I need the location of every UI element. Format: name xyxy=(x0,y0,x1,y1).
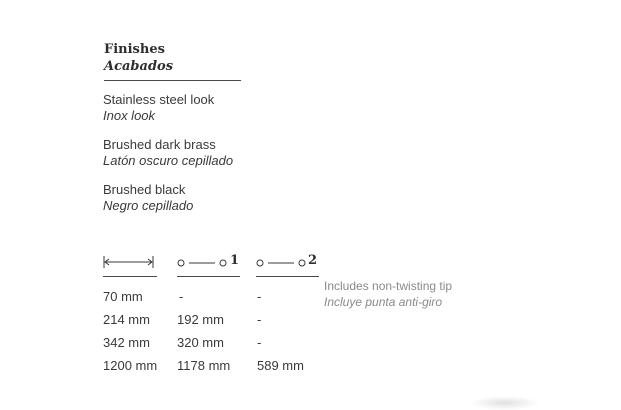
table-cell: 214 mm xyxy=(103,312,150,327)
finish-item-es: Negro cepillado xyxy=(103,198,194,213)
table-cell: - xyxy=(257,312,262,327)
product-shadow xyxy=(470,396,540,410)
table-cell: 342 mm xyxy=(103,335,150,350)
table-cell: 320 mm xyxy=(177,335,224,350)
length-arrow-icon xyxy=(103,255,155,269)
spacing-label-1: 1 xyxy=(230,253,240,268)
table-cell: - xyxy=(257,289,262,304)
header-divider xyxy=(103,276,157,277)
finish-item-en: Stainless steel look xyxy=(103,92,215,107)
note-text: Includes non-twisting tip xyxy=(324,279,453,293)
hole-spacing-icon xyxy=(256,255,308,269)
table-cell: - xyxy=(257,335,262,350)
header-divider xyxy=(177,276,240,277)
note-text-es: Incluye punta anti-giro xyxy=(324,295,443,309)
finish-item-es: Latón oscuro cepillado xyxy=(103,153,234,168)
table-cell: 70 mm xyxy=(103,289,143,304)
finish-item-en: Brushed dark brass xyxy=(103,137,216,152)
table-cell: 1200 mm xyxy=(103,358,158,373)
spacing-label-2: 2 xyxy=(308,253,318,268)
hole-spacing-icon xyxy=(177,255,229,269)
table-cell: 192 mm xyxy=(177,312,224,327)
finishes-title: Finishes xyxy=(104,42,165,57)
table-cell: 589 mm xyxy=(257,358,304,373)
finishes-divider xyxy=(104,80,241,81)
header-divider xyxy=(256,276,319,277)
finishes-title-es: Acabados xyxy=(104,59,174,74)
finish-item-en: Brushed black xyxy=(103,182,186,197)
table-cell: - xyxy=(179,289,184,304)
table-cell: 1178 mm xyxy=(177,358,231,373)
finish-item-es: Inox look xyxy=(103,108,156,123)
